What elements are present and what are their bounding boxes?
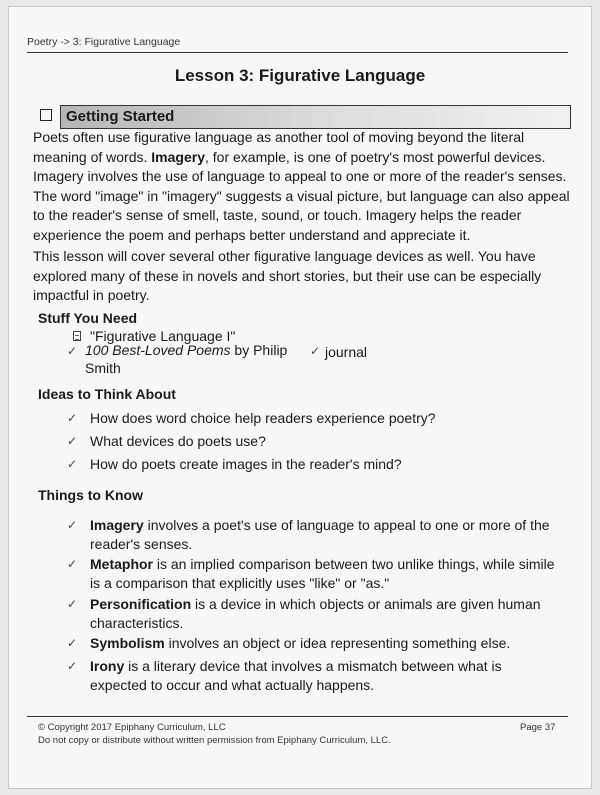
list-item: How does word choice help readers experience poetry? <box>90 410 436 426</box>
key-term-definition: involves a poet's use of language to appeal to one or more of the reader's senses. <box>90 517 550 552</box>
check-icon: ✓ <box>67 434 78 448</box>
key-term-definition: is a literary device that involves a mismatch between what is expected to occur and what actually happens. <box>90 658 502 693</box>
intro-term: Imagery <box>151 148 205 165</box>
list-item: How do poets create images in the reader's mind? <box>90 456 402 472</box>
breadcrumb: Poetry -> 3: Figurative Language <box>27 36 181 48</box>
key-term: Irony <box>90 658 125 674</box>
intro-lead: Poets often use figurative language as another tool of moving beyond the literal meaning of words. <box>33 129 525 165</box>
list-item <box>90 516 560 554</box>
key-term: Symbolism <box>90 635 165 651</box>
check-icon: ✓ <box>67 344 78 358</box>
document-icon <box>73 331 81 341</box>
key-term: Personification <box>90 596 192 612</box>
footer-divider <box>27 716 568 717</box>
journal-label: journal <box>325 344 368 360</box>
book-label <box>85 341 287 360</box>
key-term-definition: involves an object or idea representing something else. <box>164 635 511 651</box>
page-number: Page 37 <box>520 722 556 733</box>
check-icon: ✓ <box>67 411 78 425</box>
check-icon: ✓ <box>67 659 78 673</box>
list-item <box>90 657 560 695</box>
intro-paragraph <box>33 128 573 245</box>
copy-notice: Do not copy or distribute without written permission from Epiphany Curriculum, LLC. <box>38 735 391 746</box>
check-icon: ✓ <box>67 636 78 650</box>
check-icon: ✓ <box>310 344 321 358</box>
check-icon: ✓ <box>67 457 78 471</box>
check-icon: ✓ <box>67 518 78 532</box>
copyright-text: © Copyright 2017 Epiphany Curriculum, LLC <box>38 722 226 733</box>
section-heading-getting-started: Getting Started <box>66 108 175 125</box>
key-term-definition: is a device in which objects or animals are given human characteristics. <box>90 596 541 631</box>
checkbox-icon[interactable] <box>40 109 52 121</box>
page-title: Lesson 3: Figurative Language <box>174 66 426 85</box>
list-item <box>90 634 560 653</box>
section-heading-things: Things to Know <box>38 487 143 503</box>
lesson-paragraph: This lesson will cover several other figurative language devices as well. You have explored many of these in novels and short stories, but their use can be especially impactful in poetry. <box>33 248 542 303</box>
book-author: Smith <box>85 360 121 376</box>
book-by: by Philip <box>230 342 288 358</box>
intro-rest: , for example, is one of poetry's most powerful devices. Imagery involves the use of language to appeal to one or more of the reader's senses. The word "image" in "imagery" suggests a visual picture, but language can also appeal to the reader's sense of smell, taste, sound, or touch. Imagery helps the reader experience the poem and perhaps better understand and appreciate it. <box>33 148 570 243</box>
header-divider <box>27 52 568 53</box>
section-heading-ideas: Ideas to Think About <box>38 386 176 402</box>
key-term-definition: is an implied comparison between two unlike things, while simile is a comparison that explicitly uses "like" or "as." <box>90 556 555 591</box>
section-heading-stuff: Stuff You Need <box>38 310 138 326</box>
list-item <box>90 595 560 633</box>
check-icon: ✓ <box>67 557 78 571</box>
key-term: Metaphor <box>90 556 153 572</box>
check-icon: ✓ <box>67 597 78 611</box>
handout-label: "Figurative Language I" <box>90 328 236 344</box>
key-term: Imagery <box>90 517 144 533</box>
list-item: What devices do poets use? <box>90 433 266 449</box>
book-title: 100 Best-Loved Poems <box>85 342 231 358</box>
list-item <box>90 555 560 593</box>
